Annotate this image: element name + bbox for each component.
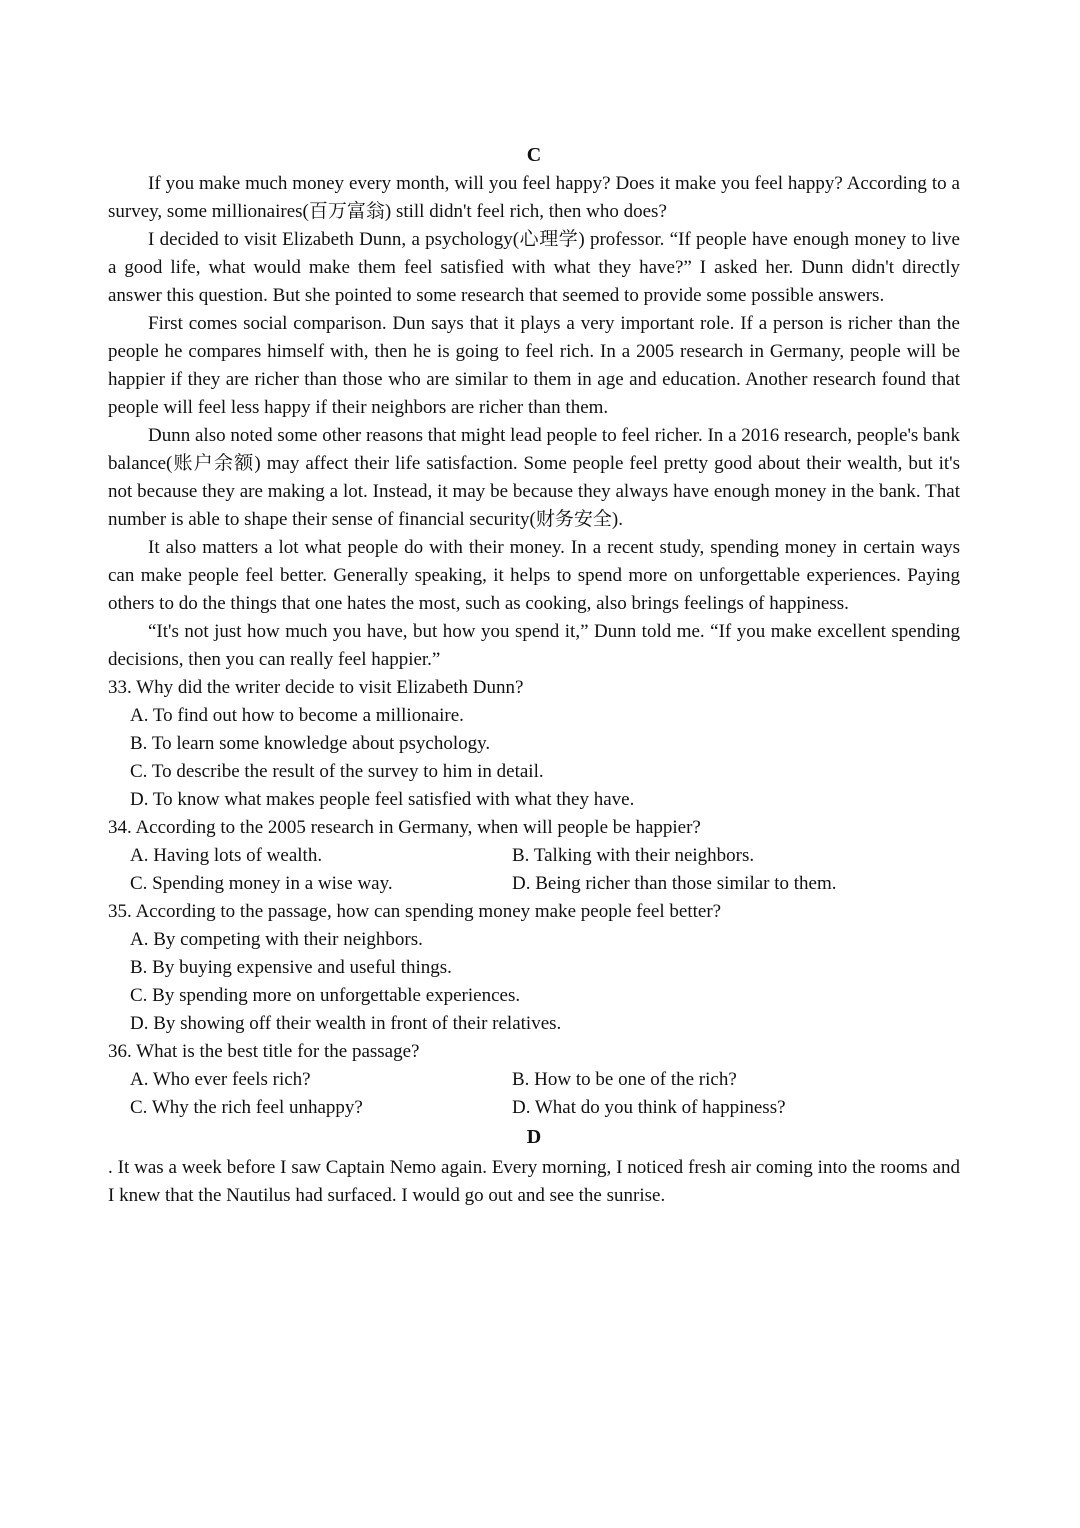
option-b: B. To learn some knowledge about psychology.	[130, 733, 491, 754]
option-d: D. Being richer than those similar to them.	[512, 873, 837, 894]
passage-c-paragraph-6: “It's not just how much you have, but how you spend it,” Dunn told me. “If you make excellent spending decisions, then you can really feel happier.”	[108, 621, 960, 670]
question-stem: 34. According to the 2005 research in Germany, when will people be happier?	[108, 817, 701, 838]
question-stem: 35. According to the passage, how can spending money make people feel better?	[108, 901, 722, 922]
question-33	[108, 674, 960, 814]
passage-d-paragraph-1: . It was a week before I saw Captain Nemo again. Every morning, I noticed fresh air coming into the rooms and I knew that the Nautilus had surfaced. I would go out and see the sunrise.	[108, 1157, 960, 1206]
question-list	[108, 674, 960, 1122]
option-grid	[108, 842, 960, 898]
option-a: A. Who ever feels rich?	[130, 1069, 311, 1090]
option-c: C. By spending more on unforgettable experiences.	[130, 985, 521, 1006]
passage-c-paragraph-1: If you make much money every month, will you feel happy? Does it make you feel happy? According to a survey, some millionaires(百万富翁) still didn't feel rich, then who does?	[108, 173, 960, 222]
option-d: D. To know what makes people feel satisfied with what they have.	[130, 789, 635, 810]
option-c: C. To describe the result of the survey to him in detail.	[130, 761, 544, 782]
question-34	[108, 814, 960, 898]
option-d: D. By showing off their wealth in front of their relatives.	[130, 1013, 562, 1034]
option-d: D. What do you think of happiness?	[512, 1097, 786, 1118]
option-b: B. How to be one of the rich?	[512, 1069, 737, 1090]
option-b: B. Talking with their neighbors.	[512, 845, 755, 866]
option-b: B. By buying expensive and useful things.	[130, 957, 452, 978]
passage-c-paragraph-3: First comes social comparison. Dun says that it plays a very important role. If a person is richer than the people he compares himself with, then he is going to feel rich. In a 2005 research in Germany, people will be happier if they are richer than those who are similar to them in age and education. Another research found that people will feel less happy if their neighbors are richer than them.	[108, 313, 960, 418]
option-c: C. Spending money in a wise way.	[130, 873, 393, 894]
question-36	[108, 1038, 960, 1122]
section-d-heading: D	[526, 1126, 542, 1148]
option-a: A. To find out how to become a millionaire.	[130, 705, 464, 726]
option-c: C. Why the rich feel unhappy?	[130, 1097, 363, 1118]
question-stem: 36. What is the best title for the passage?	[108, 1041, 420, 1062]
passage-c-paragraph-5: It also matters a lot what people do with their money. In a recent study, spending money in certain ways can make people feel better. Generally speaking, it helps to spend more on unforgettable experiences. Paying others to do the things that one hates the most, such as cooking, also brings feelings of happiness.	[108, 537, 960, 614]
passage-c-paragraph-2: I decided to visit Elizabeth Dunn, a psychology(心理学) professor. “If people have enough money to live a good life, what would make them feel satisfied with what they have?” I asked her. Dunn didn't directly answer this question. But she pointed to some research that seemed to provide some possible answers.	[108, 229, 960, 306]
exam-page	[108, 140, 960, 1210]
question-stem: 33. Why did the writer decide to visit Elizabeth Dunn?	[108, 677, 524, 698]
question-35	[108, 898, 960, 1038]
option-a: A. Having lots of wealth.	[130, 845, 323, 866]
option-grid	[108, 1066, 960, 1122]
option-a: A. By competing with their neighbors.	[130, 929, 423, 950]
passage-c-paragraph-4: Dunn also noted some other reasons that might lead people to feel richer. In a 2016 research, people's bank balance(账户余额) may affect their life satisfaction. Some people feel pretty good about their wealth, but it's not because they are making a lot. Instead, it may be because they always have enough money in the bank. That number is able to shape their sense of financial security(财务安全).	[108, 425, 960, 530]
section-c-heading: C	[526, 144, 542, 166]
